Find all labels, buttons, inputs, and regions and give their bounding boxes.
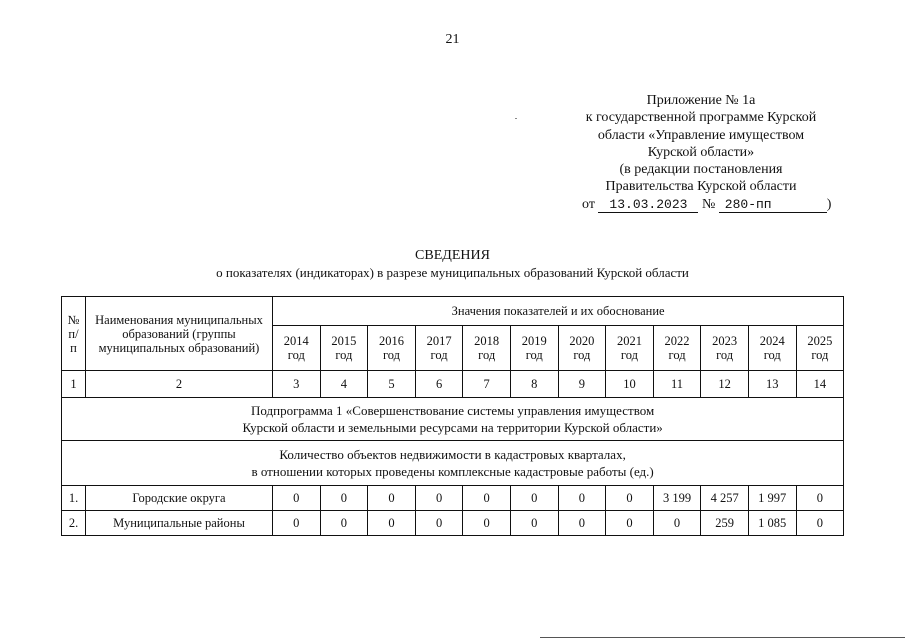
year-value: 2015 xyxy=(331,334,357,348)
year-header-cell xyxy=(368,326,416,371)
value-cell: 0 xyxy=(368,511,416,536)
column-number-cell: 14 xyxy=(796,371,844,398)
year-header-cell xyxy=(273,326,321,371)
value-cell: 0 xyxy=(606,511,654,536)
indicator-row xyxy=(62,441,844,486)
year-value: 2025 xyxy=(807,334,833,348)
scan-artifact xyxy=(515,118,517,119)
value-cell: 4 257 xyxy=(701,486,749,511)
year-unit: год xyxy=(716,348,734,362)
appendix-line: области «Управление имуществом xyxy=(597,127,805,143)
closing-paren: ) xyxy=(826,196,832,212)
column-number-cell: 9 xyxy=(558,371,606,398)
value-cell: 0 xyxy=(510,486,558,511)
column-number-cell: 6 xyxy=(415,371,463,398)
page-number: 21 xyxy=(445,32,460,47)
title-heading: СВЕДЕНИЯ xyxy=(415,248,490,263)
value-cell: 259 xyxy=(701,511,749,536)
year-unit: год xyxy=(478,348,496,362)
column-number-cell: 5 xyxy=(368,371,416,398)
indicator-line: Количество объектов недвижимости в кадастровых кварталах, xyxy=(279,447,626,462)
value-cell: 0 xyxy=(463,511,511,536)
year-header-cell xyxy=(796,326,844,371)
value-cell: 0 xyxy=(320,486,368,511)
year-unit: год xyxy=(430,348,448,362)
column-number-cell: 11 xyxy=(653,371,701,398)
row-number: 2. xyxy=(62,511,86,536)
year-header-cell xyxy=(606,326,654,371)
appendix-line: Правительства Курской области xyxy=(605,179,797,195)
year-header-cell xyxy=(653,326,701,371)
appendix-line: Курской области» xyxy=(647,144,755,160)
appendix-line: Приложение № 1а xyxy=(646,93,756,108)
column-number-cell: 2 xyxy=(86,371,273,398)
value-cell: 0 xyxy=(558,511,606,536)
value-cell: 0 xyxy=(558,486,606,511)
year-header-cell xyxy=(510,326,558,371)
year-unit: год xyxy=(335,348,353,362)
appendix-line: (в редакции постановления xyxy=(619,162,783,178)
year-unit: год xyxy=(811,348,829,362)
value-cell: 0 xyxy=(463,486,511,511)
value-cell: 1 085 xyxy=(748,511,796,536)
year-value: 2018 xyxy=(474,334,500,348)
column-number-cell: 4 xyxy=(320,371,368,398)
table-row xyxy=(62,511,844,536)
subprogram-line: Подпрограмма 1 «Совершенствование системы управления имуществом xyxy=(250,403,655,418)
column-number-cell: 3 xyxy=(273,371,321,398)
value-cell: 1 997 xyxy=(748,486,796,511)
year-value: 2021 xyxy=(616,334,642,348)
value-cell: 0 xyxy=(320,511,368,536)
header-values: Значения показателей и их обоснование xyxy=(273,297,844,326)
appendix-line: к государственной программе Курской xyxy=(585,110,817,126)
column-number-cell: 13 xyxy=(748,371,796,398)
value-cell: 0 xyxy=(653,511,701,536)
date-prefix: от xyxy=(582,196,595,212)
value-cell: 0 xyxy=(273,486,321,511)
year-value: 2014 xyxy=(283,334,309,348)
column-number-cell: 8 xyxy=(510,371,558,398)
value-cell: 0 xyxy=(796,511,844,536)
year-header-cell xyxy=(748,326,796,371)
value-cell: 0 xyxy=(510,511,558,536)
scan-edge-line xyxy=(540,637,905,638)
row-name: Муниципальные районы xyxy=(86,511,273,536)
year-unit: год xyxy=(287,348,305,362)
value-cell: 3 199 xyxy=(653,486,701,511)
value-cell: 0 xyxy=(273,511,321,536)
year-value: 2017 xyxy=(426,334,452,348)
column-number-cell: 7 xyxy=(463,371,511,398)
column-number-cell: 1 xyxy=(62,371,86,398)
title-subheading: о показателях (индикаторах) в разрезе муниципальных образований Курской области xyxy=(216,265,689,280)
value-cell: 0 xyxy=(415,511,463,536)
year-value: 2023 xyxy=(712,334,738,348)
year-header-cell xyxy=(320,326,368,371)
year-value: 2019 xyxy=(521,334,547,348)
column-number-cell: 10 xyxy=(606,371,654,398)
indicator-line: в отношении которых проведены комплексные кадастровые работы (ед.) xyxy=(251,464,654,479)
value-cell: 0 xyxy=(415,486,463,511)
year-header-cell xyxy=(558,326,606,371)
resolution-number: 280-пп xyxy=(719,198,827,213)
indicators-table xyxy=(61,296,844,536)
column-number-cell: 12 xyxy=(701,371,749,398)
document-title xyxy=(0,247,905,281)
row-number: 1. xyxy=(62,486,86,511)
table-row xyxy=(62,486,844,511)
header-name: Наименования муниципальных образований (группы муниципальных образований) xyxy=(86,297,273,371)
subprogram-row xyxy=(62,398,844,441)
column-number-row xyxy=(62,371,844,398)
year-unit: год xyxy=(382,348,401,362)
year-unit: год xyxy=(668,348,686,362)
year-unit: год xyxy=(620,348,638,362)
appendix-date-line xyxy=(560,196,842,213)
number-sign: № xyxy=(701,196,716,212)
year-value: 2024 xyxy=(759,334,785,348)
year-header-cell xyxy=(463,326,511,371)
value-cell: 0 xyxy=(796,486,844,511)
resolution-date: 13.03.2023 xyxy=(598,198,698,213)
year-header-cell xyxy=(701,326,749,371)
header-num: № п/ п xyxy=(62,297,86,371)
year-value: 2022 xyxy=(664,334,690,348)
subprogram-line: Курской области и земельными ресурсами на территории Курской области» xyxy=(242,420,663,435)
year-header-cell xyxy=(415,326,463,371)
year-unit: год xyxy=(763,348,781,362)
year-value: 2016 xyxy=(378,334,404,348)
year-unit: год xyxy=(525,348,543,362)
year-unit: год xyxy=(573,348,591,362)
appendix-block xyxy=(560,92,842,213)
row-name: Городские округа xyxy=(86,486,273,511)
value-cell: 0 xyxy=(368,486,416,511)
value-cell: 0 xyxy=(606,486,654,511)
year-value: 2020 xyxy=(569,334,595,348)
